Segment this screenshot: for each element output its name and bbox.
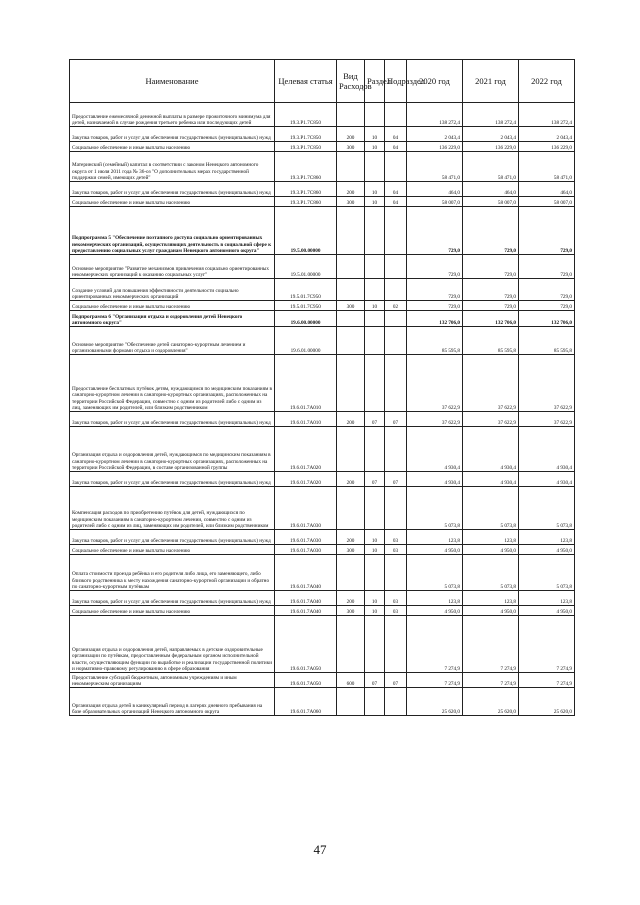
table-row [70, 152, 575, 182]
cell-article: 19.5.01.7C950 [275, 301, 337, 311]
cell-2021: 729,0 [463, 207, 519, 255]
cell-article: 19.6.01.7A040 [275, 591, 337, 606]
cell-2020: 5 073,8 [407, 487, 463, 530]
cell-2020: 123,8 [407, 591, 463, 606]
cell-section: 10 [365, 182, 385, 197]
cell-subsection [385, 152, 407, 182]
cell-type [337, 555, 365, 591]
cell-name: Социальное обеспечение и иные выплаты населению [70, 301, 275, 311]
cell-section: 10 [365, 591, 385, 606]
cell-name: Социальное обеспечение и иные выплаты населению [70, 606, 275, 616]
cell-2020: 4 950,0 [407, 545, 463, 555]
cell-2022: 4 950,0 [519, 545, 575, 555]
cell-2022: 37 622,9 [519, 412, 575, 427]
header-subsection: Подраздел [385, 60, 407, 103]
cell-subsection [385, 207, 407, 255]
cell-2020: 85 595,8 [407, 327, 463, 355]
cell-2020: 7 274,9 [407, 673, 463, 688]
cell-type: 200 [337, 591, 365, 606]
cell-section [365, 555, 385, 591]
cell-2021: 4 930,4 [463, 472, 519, 487]
cell-article: 19.6.01.7A050 [275, 673, 337, 688]
cell-subsection [385, 555, 407, 591]
cell-name: Оплата стоимости проезда ребёнка и его родителя либо лица, его заменяющего, либо близкого родственника к месту нахождения санаторно-курортной организации и обратно по санаторно-курортным путёвкам [70, 555, 275, 591]
table-row [70, 301, 575, 311]
cell-type [337, 279, 365, 301]
cell-subsection: 04 [385, 142, 407, 152]
cell-article: 19.6.01.7A010 [275, 355, 337, 412]
table-row [70, 355, 575, 412]
header-section: Раздел [365, 60, 385, 103]
cell-subsection [385, 688, 407, 716]
cell-2021: 5 073,8 [463, 555, 519, 591]
cell-section: 07 [365, 412, 385, 427]
cell-subsection: 04 [385, 197, 407, 207]
cell-name: Социальное обеспечение и иные выплаты населению [70, 142, 275, 152]
cell-name: Закупка товаров, работ и услуг для обеспечения государственных (муниципальных) нужд [70, 127, 275, 142]
cell-section [365, 207, 385, 255]
cell-2021: 464,0 [463, 182, 519, 197]
cell-name: Закупка товаров, работ и услуг для обеспечения государственных (муниципальных) нужд [70, 472, 275, 487]
cell-section [365, 487, 385, 530]
cell-type [337, 688, 365, 716]
cell-2020: 2 043,4 [407, 127, 463, 142]
cell-section [365, 355, 385, 412]
cell-2021: 123,8 [463, 530, 519, 545]
cell-2020: 136 229,0 [407, 142, 463, 152]
cell-2022: 58 471,0 [519, 152, 575, 182]
cell-subsection [385, 487, 407, 530]
cell-2022: 136 229,0 [519, 142, 575, 152]
cell-2020: 729,0 [407, 279, 463, 301]
cell-subsection [385, 327, 407, 355]
cell-2021: 7 274,9 [463, 673, 519, 688]
cell-type [337, 487, 365, 530]
cell-type: 300 [337, 606, 365, 616]
cell-2021: 4 930,4 [463, 427, 519, 472]
cell-2020: 5 073,8 [407, 555, 463, 591]
cell-article: 19.6.01.7A060 [275, 688, 337, 716]
cell-2021: 123,8 [463, 591, 519, 606]
budget-table [69, 59, 575, 716]
cell-name: Основное мероприятие "Развитие механизмов привлечения социально ориентированных некоммерческих организаций к оказанию социальных услуг" [70, 255, 275, 279]
cell-2020: 729,0 [407, 301, 463, 311]
table-row [70, 142, 575, 152]
cell-type [337, 427, 365, 472]
cell-type: 300 [337, 301, 365, 311]
cell-2022: 7 274,9 [519, 673, 575, 688]
cell-article: 19.6.01.7A020 [275, 427, 337, 472]
cell-article: 19.6.01.7A020 [275, 472, 337, 487]
cell-2022: 5 073,8 [519, 487, 575, 530]
cell-type: 300 [337, 197, 365, 207]
table-row [70, 427, 575, 472]
cell-2021: 132 706,0 [463, 311, 519, 327]
cell-2020: 464,0 [407, 182, 463, 197]
cell-section [365, 311, 385, 327]
cell-2020: 132 706,0 [407, 311, 463, 327]
cell-section [365, 327, 385, 355]
table-row [70, 606, 575, 616]
cell-2021: 7 274,9 [463, 616, 519, 673]
cell-name: Социальное обеспечение и иные выплаты населению [70, 545, 275, 555]
table-row [70, 616, 575, 673]
cell-subsection: 03 [385, 545, 407, 555]
cell-2021: 729,0 [463, 279, 519, 301]
cell-article: 19.6.01.7A040 [275, 606, 337, 616]
cell-name: Основное мероприятие "Обеспечение детей санаторно-курортным лечением и организованными формами отдыха и оздоровления" [70, 327, 275, 355]
cell-section: 07 [365, 472, 385, 487]
cell-2021: 4 950,0 [463, 545, 519, 555]
cell-article: 19.5.01.00000 [275, 255, 337, 279]
cell-section: 10 [365, 197, 385, 207]
cell-article: 19.6.00.00000 [275, 311, 337, 327]
cell-subsection: 02 [385, 301, 407, 311]
cell-2022: 25 620,0 [519, 688, 575, 716]
cell-article: 19.3.P1.7C860 [275, 152, 337, 182]
cell-name: Предоставление субсидий бюджетным, автономным учреждениям и иным некоммерческим организациям [70, 673, 275, 688]
table-row [70, 327, 575, 355]
cell-type: 200 [337, 182, 365, 197]
table-row [70, 197, 575, 207]
cell-article: 19.3.P1.7C860 [275, 197, 337, 207]
table-row [70, 555, 575, 591]
cell-section [365, 688, 385, 716]
cell-2022: 4 930,4 [519, 427, 575, 472]
cell-2020: 729,0 [407, 207, 463, 255]
cell-2021: 58 007,0 [463, 197, 519, 207]
cell-article: 19.3.P1.7C860 [275, 182, 337, 197]
cell-name: Закупка товаров, работ и услуг для обеспечения государственных (муниципальных) нужд [70, 591, 275, 606]
cell-type [337, 103, 365, 127]
table-row [70, 127, 575, 142]
table-row [70, 673, 575, 688]
cell-subsection: 07 [385, 673, 407, 688]
cell-2022: 729,0 [519, 279, 575, 301]
table-row [70, 207, 575, 255]
cell-2021: 136 229,0 [463, 142, 519, 152]
cell-2021: 25 620,0 [463, 688, 519, 716]
cell-name: Организация отдыха детей в каникулярный период в лагерях дневного пребывания на базе образовательных организаций Ненецкого автономного округа [70, 688, 275, 716]
table-row [70, 530, 575, 545]
cell-article: 19.5.01.7C950 [275, 279, 337, 301]
cell-article: 19.6.01.7A030 [275, 487, 337, 530]
table-row [70, 182, 575, 197]
table-row [70, 487, 575, 530]
table-row [70, 688, 575, 716]
cell-section [365, 616, 385, 673]
header-type: Вид Расходов [337, 60, 365, 103]
cell-2022: 4 930,4 [519, 472, 575, 487]
cell-section [365, 103, 385, 127]
cell-name: Предоставление ежемесячной денежной выплаты в размере прожиточного минимума для детей, назначаемой в случае рождения третьего ребенка или последующих детей [70, 103, 275, 127]
cell-subsection: 03 [385, 606, 407, 616]
cell-2020: 4 930,4 [407, 472, 463, 487]
cell-section: 10 [365, 530, 385, 545]
cell-name: Предоставление бесплатных путёвок детям, нуждающимся по медицинским показаниям в санаторно-курортном лечении в санаторно-курортных организациях, расположенных на территории Российской Федерации, совместно с одним из родителей либо с одним из лиц, заменяющих им родителей, или близким родственником [70, 355, 275, 412]
cell-article: 19.3.P1.7C850 [275, 103, 337, 127]
cell-section [365, 427, 385, 472]
cell-2020: 58 007,0 [407, 197, 463, 207]
cell-2020: 25 620,0 [407, 688, 463, 716]
cell-2021: 5 073,8 [463, 487, 519, 530]
cell-2020: 123,8 [407, 530, 463, 545]
cell-section [365, 152, 385, 182]
cell-2021: 138 272,4 [463, 103, 519, 127]
cell-subsection [385, 355, 407, 412]
cell-2021: 58 471,0 [463, 152, 519, 182]
cell-type [337, 255, 365, 279]
table-row [70, 103, 575, 127]
cell-type [337, 355, 365, 412]
cell-type [337, 311, 365, 327]
cell-name: Закупка товаров, работ и услуг для обеспечения государственных (муниципальных) нужд [70, 182, 275, 197]
table-row [70, 412, 575, 427]
cell-article: 19.6.01.7A040 [275, 555, 337, 591]
cell-subsection: 04 [385, 182, 407, 197]
cell-2020: 37 622,9 [407, 412, 463, 427]
cell-type: 200 [337, 530, 365, 545]
table-body [70, 103, 575, 716]
cell-section: 10 [365, 545, 385, 555]
cell-type: 600 [337, 673, 365, 688]
cell-section: 10 [365, 127, 385, 142]
cell-type: 300 [337, 545, 365, 555]
cell-2020: 729,0 [407, 255, 463, 279]
header-article: Целевая статья [275, 60, 337, 103]
cell-2021: 2 043,4 [463, 127, 519, 142]
cell-subsection [385, 255, 407, 279]
cell-section [365, 255, 385, 279]
cell-section: 10 [365, 606, 385, 616]
cell-section [365, 279, 385, 301]
cell-subsection: 07 [385, 472, 407, 487]
cell-2021: 37 622,9 [463, 412, 519, 427]
table-row [70, 591, 575, 606]
cell-subsection: 07 [385, 412, 407, 427]
cell-2020: 58 471,0 [407, 152, 463, 182]
cell-2022: 2 043,4 [519, 127, 575, 142]
cell-article: 19.6.01.00000 [275, 327, 337, 355]
cell-2022: 123,8 [519, 530, 575, 545]
table-row [70, 255, 575, 279]
cell-2020: 4 950,0 [407, 606, 463, 616]
cell-name: Организация отдыха и оздоровления детей, направляемых в детские оздоровительные организации по путёвкам, предоставленным федеральным органом исполнительной власти, осуществляющим функции по выработке и реализации государственной политики и нормативно-правовому регулированию в сфере образования [70, 616, 275, 673]
cell-2021: 85 595,8 [463, 327, 519, 355]
cell-subsection [385, 311, 407, 327]
cell-name: Организация отдыха и оздоровления детей, нуждающимся по медицинским показаниям в санаторно-курортном лечении в санаторно-курортных организациях, расположенных на территории Российской Федерации, в составе организованной группы [70, 427, 275, 472]
cell-section: 10 [365, 142, 385, 152]
cell-section: 07 [365, 673, 385, 688]
cell-article: 19.5.00.00000 [275, 207, 337, 255]
header-name: Наименование [70, 60, 275, 103]
cell-article: 19.6.01.7A030 [275, 530, 337, 545]
cell-name: Подпрограмма 5 "Обеспечение поэтапного доступа социально ориентированных некоммерческих организаций, осуществляющих деятельность в социальной сфере к предоставлению социальных услуг гражданам Ненецкого автономного округа" [70, 207, 275, 255]
cell-subsection: 04 [385, 127, 407, 142]
cell-type [337, 327, 365, 355]
cell-subsection [385, 427, 407, 472]
cell-article: 19.6.01.7A050 [275, 616, 337, 673]
cell-article: 19.6.01.7A010 [275, 412, 337, 427]
cell-type: 200 [337, 472, 365, 487]
cell-2021: 729,0 [463, 255, 519, 279]
cell-2022: 138 272,4 [519, 103, 575, 127]
cell-2022: 464,0 [519, 182, 575, 197]
table-row [70, 472, 575, 487]
cell-name: Материнский (семейный) капитал в соответствии с законом Ненецкого автономного округа от 1 июля 2011 года № 36-оз "О дополнительных мерах государственной поддержки семей, имеющих детей" [70, 152, 275, 182]
cell-type: 200 [337, 127, 365, 142]
cell-subsection [385, 103, 407, 127]
cell-2021: 37 622,9 [463, 355, 519, 412]
header-2020: 2020 год [407, 60, 463, 103]
cell-2022: 132 706,0 [519, 311, 575, 327]
cell-2022: 37 622,9 [519, 355, 575, 412]
cell-name: Закупка товаров, работ и услуг для обеспечения государственных (муниципальных) нужд [70, 412, 275, 427]
cell-2021: 729,0 [463, 301, 519, 311]
cell-2022: 729,0 [519, 255, 575, 279]
cell-2021: 4 950,0 [463, 606, 519, 616]
cell-2020: 7 274,9 [407, 616, 463, 673]
table-row [70, 545, 575, 555]
cell-2022: 729,0 [519, 301, 575, 311]
cell-name: Создание условий для повышения эффективности деятельности социально ориентированных некоммерческих организаций [70, 279, 275, 301]
cell-2020: 4 930,4 [407, 427, 463, 472]
page-number: 47 [313, 842, 327, 857]
cell-subsection [385, 616, 407, 673]
cell-subsection [385, 279, 407, 301]
cell-type [337, 152, 365, 182]
cell-type [337, 616, 365, 673]
budget-table-container [69, 59, 574, 716]
cell-2022: 7 274,9 [519, 616, 575, 673]
cell-name: Компенсация расходов по приобретению путёвок для детей, нуждающихся по медицинским показаниям в санаторно-курортном лечении, совместно с одним из родителей либо с одним из лиц, заменяющих им родителей, или близким родственником [70, 487, 275, 530]
cell-2020: 37 622,9 [407, 355, 463, 412]
cell-name: Подпрограмма 6 "Организация отдыха и оздоровления детей Ненецкого автономного округа" [70, 311, 275, 327]
table-row [70, 279, 575, 301]
header-2021: 2021 год [463, 60, 519, 103]
cell-subsection: 03 [385, 530, 407, 545]
cell-subsection: 03 [385, 591, 407, 606]
cell-article: 19.3.P1.7C850 [275, 142, 337, 152]
cell-2022: 123,8 [519, 591, 575, 606]
cell-section: 10 [365, 301, 385, 311]
cell-name: Социальное обеспечение и иные выплаты населению [70, 197, 275, 207]
header-2022: 2022 год [519, 60, 575, 103]
cell-2022: 5 073,8 [519, 555, 575, 591]
table-header [70, 60, 575, 103]
cell-type: 300 [337, 142, 365, 152]
cell-name: Закупка товаров, работ и услуг для обеспечения государственных (муниципальных) нужд [70, 530, 275, 545]
table-row [70, 311, 575, 327]
cell-2022: 85 595,8 [519, 327, 575, 355]
cell-2022: 58 007,0 [519, 197, 575, 207]
cell-type: 200 [337, 412, 365, 427]
cell-2020: 138 272,4 [407, 103, 463, 127]
cell-article: 19.3.P1.7C850 [275, 127, 337, 142]
cell-article: 19.6.01.7A030 [275, 545, 337, 555]
cell-type [337, 207, 365, 255]
cell-2022: 4 950,0 [519, 606, 575, 616]
cell-2022: 729,0 [519, 207, 575, 255]
